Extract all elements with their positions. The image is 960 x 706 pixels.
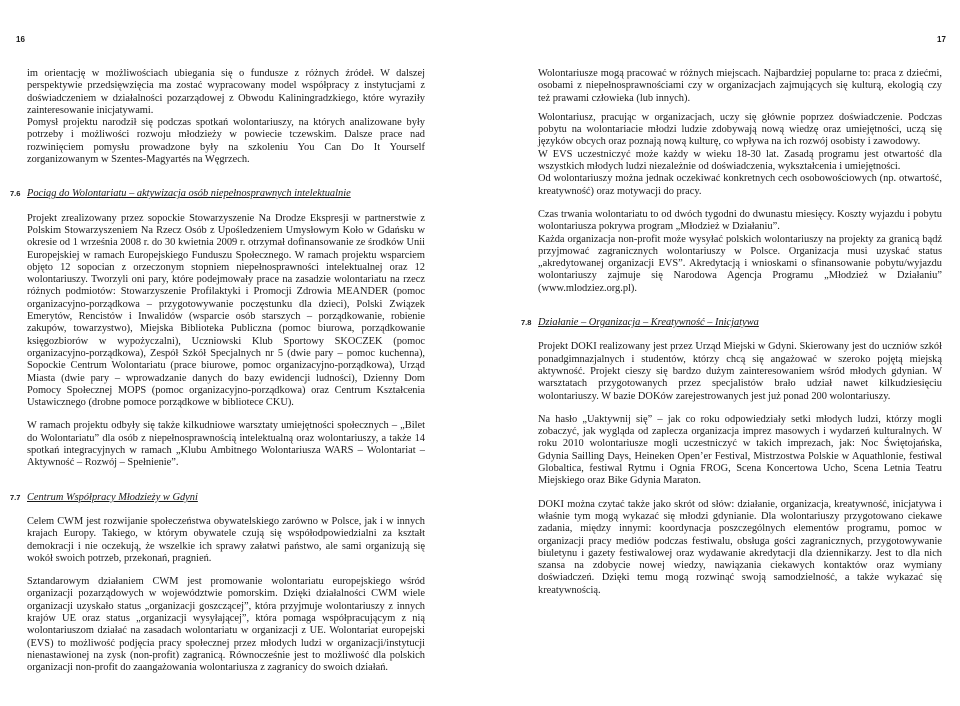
right-column [521,68,942,597]
paragraph: Celem CWM jest rozwijanie społeczeństwa obywatelskiego zarówno w Polsce, jak i w innych krajach Europy. Takiego, w którym obywatele czują się współodpowiedzialni za kształt demokracji i nie oczekują, że wszelkie ich sprawy załatwi państwo, ale sami organizują się wokół swoich potrzeb, przekonań, pragnień. [27,515,425,564]
paragraph: W EVS uczestniczyć może każdy w wieku 18-30 lat. Zasadą programu jest otwartość dla wszystkich młodych ludzi niezależnie od doświadczenia, wykształcenia i umiejętności. [538,148,942,173]
page-number-right: 17 [937,35,946,44]
section-number: 7.7 [10,492,21,502]
paragraph: Wolontariusz, pracując w organizacjach, uczy się głównie poprzez doświadczenie. Podczas pobytu na wolontariacie młodzi ludzie zdobywają nową wiedzę oraz umiejętności, uczą się języków obcych oraz poznają nową kulturę, co wpływa na ich rozwój osobisty i zawodowy. [538,111,942,148]
section-heading-7-7 [10,491,425,504]
paragraph: DOKI można czytać także jako skrót od słów: działanie, organizacja, kreatywność, inicjatywa i właśnie tym mogą wykazać się młodzi gdynianie. Dla wolontariuszy przygotowano ciekawe zadania, między innymi: koordynacja poszczególnych elementów programu, pomoc w organizacji pracy mediów podczas festiwalu, obsługa gości zagranicznych, przygotowywanie biuletynu i gazety festiwalowej oraz wydawanie akredytacji dla dziennikarzy. Jest to dla nich szansa na zdobycie nowej wiedzy, nawiązania ciekawych kontaktów oraz wymiany doświadczeń. Dzięki temu mogą rozwinąć swoją samodzielność, a także wykazać się kreatywnością. [538,498,942,596]
section-heading-7-6 [10,188,425,200]
section-heading-7-8 [521,317,942,329]
section-number: 7.6 [10,189,21,199]
paragraph: im orientację w możliwościach ubiegania się o fundusze z różnych źródeł. W dalszej perspektywie przedsięwzięcia ma zostać wypracowany model współpracy z instytucjami z doświadczeniem w działalności pozarządowej z Obwodu Kaliningradzkiego, które wyraziły zainteresowanie inicjatywami. [27,68,425,116]
paragraph: Od wolontariuszy można jednak oczekiwać konkretnych cech osobowościowych (np. otwartość, kreatywność) oraz motywacji do pracy. [538,173,942,197]
section-title: Centrum Współpracy Młodzieży w Gdyni [27,491,198,503]
paragraph: W ramach projektu odbyły się także kilkudniowe warsztaty umiejętności społecznych – „Bilet do Wolontariatu” dla osób z niepełnosprawnością intelektualną oraz wolontariuszy, a także 14 spotkań integracyjnych w ramach „Klubu Ambitnego Wolontariusza WARS – Wolontariat – Aktywność – Rozwój – Spełnienie”. [27,420,425,469]
paragraph: Na hasło „Uaktywnij się” – jak co roku odpowiedziały setki młodych ludzi, którzy mogli zobaczyć, jak wygląda od zaplecza organizacja imprez masowych i wydarzeń kulturalnych. W roku 2010 wolontariusze mogli uczestniczyć w takich imprezach, jak: Noc Świętojańska, Gdynia Sailling Days, Heineken Open’er Festival, Mistrzostwa Polskie w Aquathlonie, festiwal Globaltica, festiwal Rytmu i Ognia FROG, Scena Koncertowa Ucho, Scena Letnia Teatru Miejskiego oraz Bike Gdynia Maraton. [538,413,942,487]
paragraph: Czas trwania wolontariatu to od dwóch tygodni do dwunastu miesięcy. Koszty wyjazdu i pobytu wolontariusza pokrywa program „Młodzież w Działaniu”. [538,208,942,233]
paragraph: Każda organizacja non-profit może wysyłać polskich wolontariuszy na projekty za granicą bądź przyjmować zagranicznych wolontariuszy w Polsce. Organizacja musi uzyskać status „akredytowanej organizacji EVS”. Akredytacją i wnioskami o sfinansowanie pobytu/wyjazdu wolontariuszy zajmuje się Narodowa Agencja Programu „Młodzież w Działaniu” (www.mlodziez.org.pl). [538,233,942,294]
left-column [10,68,425,674]
section-number: 7.8 [521,318,532,328]
paragraph: Sztandarowym działaniem CWM jest promowanie wolontariatu europejskiego wśród organizacji pozarządowych w województwie pomorskim. Dzięki działalności CWM wiele organizacji uzyskało status „organizacji goszczącej”, która przyjmuje wolontariuszy z innych krajów UE oraz status „organizacji wysyłającej”, która pomaga współpracującym z nią wolontariuszom działać na zasadach wolontariatu w organizacji z UE. Wolontariat europejski (EVS) to możliwość podjęcia pracy społecznej przez młodych ludzi w organizacji/instytucji nienastawionej na zysk (non-profit) zagranicą. Równocześnie jest to możliwość dla polskich organizacji non-profit do zaangażowania wolontariusza z zagranicy do swoich działań. [27,576,425,674]
section-title: Działanie – Organizacja – Kreatywność – Inicjatywa [538,317,759,329]
page-number-left: 16 [16,35,25,44]
paragraph: Wolontariusze mogą pracować w różnych miejscach. Najbardziej popularne to: praca z dziećmi, osobami z niepełnosprawnościami czy w organizacjach zajmujących się kulturą, ekologią czy też prawami człowieka (lub innych). [538,68,942,104]
paragraph: Projekt DOKI realizowany jest przez Urząd Miejski w Gdyni. Skierowany jest do uczniów szkół ponadgimnazjalnych i studentów, którzy chcą się angażować w szeroko pojętą miejską aktywność. Projekt cieszy się bardzo dużym zainteresowaniem wśród młodych gdynian. W warsztatach przygotowanych przez specjalistów brało udział nawet kilkudziesięciu wolontariuszy. W bazie DOKów zarejestrowanych jest już ponad 200 wolontariuszy. [538,341,942,402]
section-title: Pociąg do Wolontariatu – aktywizacja osób niepełnosprawnych intelektualnie [27,188,351,200]
paragraph: Projekt zrealizowany przez sopockie Stowarzyszenie Na Drodze Ekspresji w partnerstwie z Polskim Stowarzyszeniem Na Rzecz Osób z Upośledzeniem Umysłowym Koło w Gdańsku w okresie od 1 września 2008 r. do 30 kwietnia 2009 r. otrzymał dofinansowanie ze środków Unii Europejskiej w ramach Europejskiego Funduszu Społecznego. W ramach projektu wsparciem objęto 12 sopocian z orzeczonym stopniem niepełnosprawności intelektualnej oraz 12 wolontariuszy. Tworzyli oni pary, które podejmowały prace na zasadzie wolontariatu na rzecz różnych podmiotów: Stowarzyszenie Profilaktyki i Promocji Zdrowia MEANDER (pomoc organizacyjno-porządkowa – przygotowywanie poczęstunku dla dzieci), Polski Związek Emerytów, Rencistów i Inwalidów (wsparcie osób starszych – porządkowanie, robienie zakupów, towarzystwo), Miejska Biblioteka Publiczna (pomoc biurowa, porządkowanie księgozbiorów w wypożyczalni), Uczniowski Klub Sportowy SKOCZEK (pomoc organizacyjno-porządkowa), Zespół Szkół Specjalnych nr 5 (dwie pary – pomoc kuchenna), Sopockie Centrum Wolontariatu (prace biurowe, pomoc organizacyjno-porządkowa), Urząd Miasta (dwie pary – wprowadzanie danych do bazy ewidencji ludności), Dzienny Dom Pomocy Społecznej MOPS (pomoc organizacyjno-porządkowa) oraz Centrum Kształcenia Ustawicznego (drobne pomoce porządkowe w bibliotece CKU). [27,212,425,409]
paragraph: Pomysł projektu narodził się podczas spotkań wolontariuszy, na których analizowane były potrzeby i możliwości rozwoju młodzieży w powiecie tczewskim. Dalsze prace nad rozwinięciem pomysłu prowadzone były na szkoleniu You Can Do It Yourself zorganizowanym w Szentes-Magyartés na Węgrzech. [27,117,425,166]
